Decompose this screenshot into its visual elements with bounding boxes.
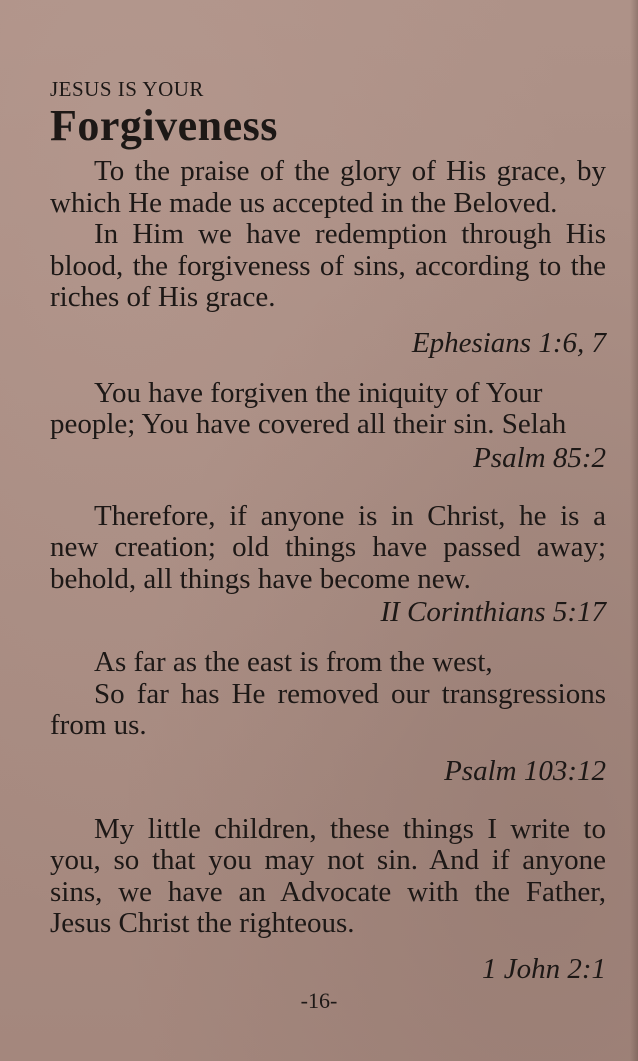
passage-paragraph: To the praise of the glory of His grace, by which He made us accepted in the Beloved. [50,155,606,219]
scripture-reference: 1 John 2:1 [481,952,606,985]
passage-paragraph: Therefore, if anyone is in Christ, he is a new creation; old things have passed away; behold, all things have become new. [50,499,606,595]
passage-spacer [50,360,606,378]
passage-ephesians [50,156,606,360]
passage-spacer [50,629,606,647]
passage-1-john [50,814,606,986]
page-edge-shadow [630,0,638,1061]
passage-paragraph: In Him we have redemption through His blood, the forgiveness of sins, according to the riches of His grace. [50,218,606,313]
section-kicker: JESUS IS YOUR [50,77,204,101]
passage-corinthians [50,501,606,630]
page-number: -16- [300,988,338,1013]
passage-spacer [50,788,606,814]
passage-paragraph: You have forgiven the iniquity of Your people; You have covered all their sin. Selah [50,376,567,440]
scripture-reference: Psalm 85:2 [473,441,606,474]
passage-psalm-103 [50,647,606,788]
passage-psalm-85 [50,378,606,475]
passage-spacer [50,475,606,501]
scripture-reference: II Corinthians 5:17 [380,596,606,628]
passage-paragraph: My little children, these things I write to you, so that you may not sin. And if anyone sins, we have an Advocate with the Father, Jesus Christ the righteous. [50,812,606,939]
scripture-reference: Ephesians 1:6, 7 [411,326,606,359]
passage-paragraph: So far has He removed our transgressions from us. [50,677,606,741]
passage-paragraph: As far as the east is from the west, [94,646,493,678]
scripture-reference: Psalm 103:12 [444,754,606,787]
page-title: Forgiveness [50,101,278,150]
